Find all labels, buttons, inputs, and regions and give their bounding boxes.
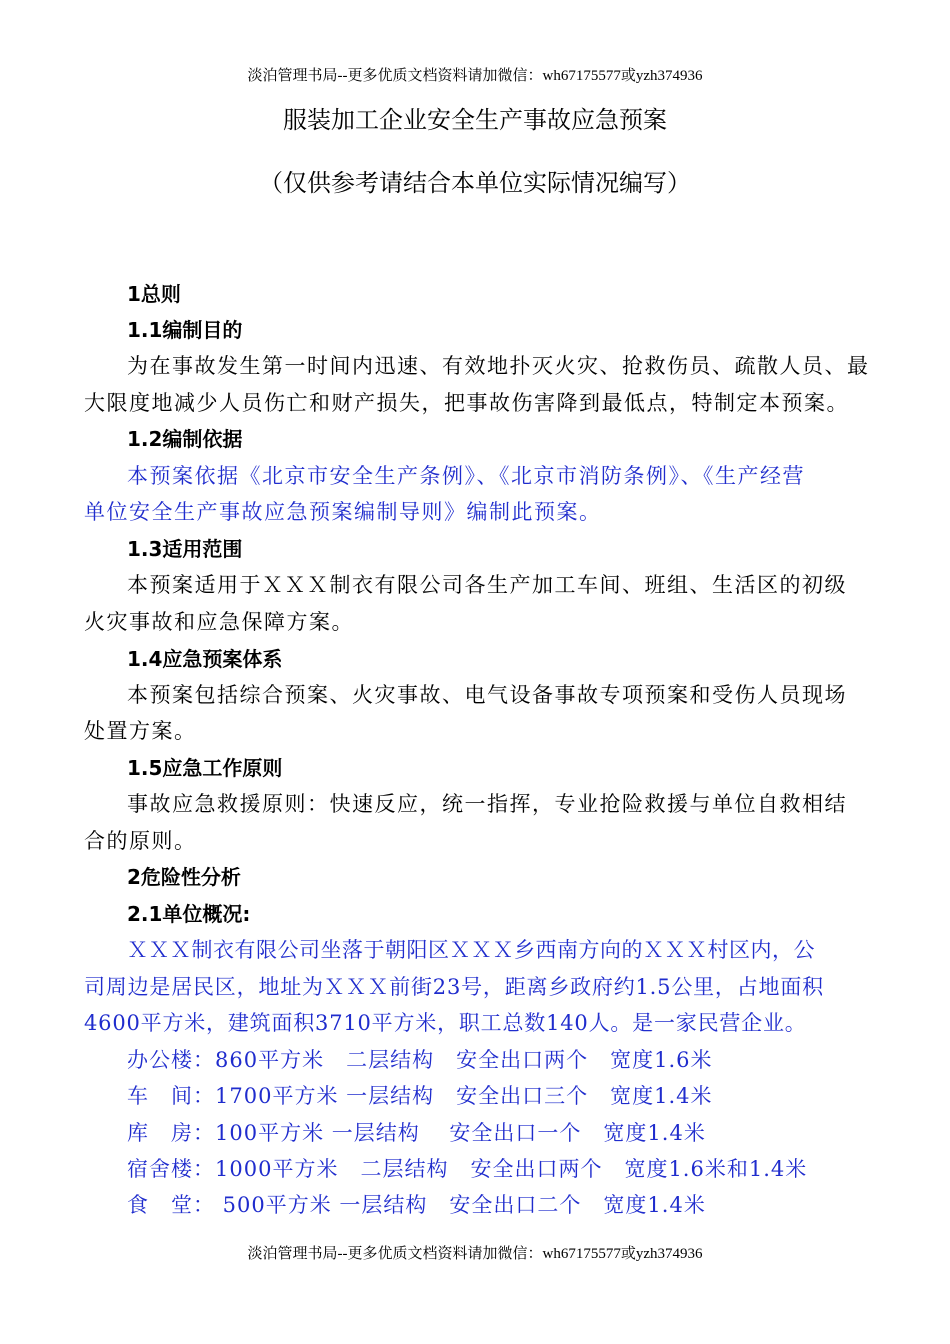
section-2-1-line-2: 司周边是居民区，地址为ＸＸＸ前街23号，距离乡政府约1.5公里，占地面积 bbox=[84, 975, 824, 999]
section-1-1-heading: 1.1编制目的 bbox=[127, 318, 243, 342]
section-1-2-line-2: 单位安全生产事故应急预案编制导则》编制此预案。 bbox=[84, 500, 602, 524]
building-row: 食 堂： 500平方米 一层结构 安全出口二个 宽度1.4米 bbox=[127, 1193, 706, 1217]
building-row: 办公楼：860平方米 二层结构 安全出口两个 宽度1.6米 bbox=[127, 1048, 713, 1072]
page-footer: 淡泊管理书局--更多优质文档资料请加微信：wh67175577或yzh374936 bbox=[247, 1246, 703, 1262]
section-1-5-heading: 1.5应急工作原则 bbox=[127, 756, 283, 780]
section-1-4-line-1: 本预案包括综合预案、火灾事故、电气设备事故专项预案和受伤人员现场 bbox=[127, 683, 847, 707]
section-1-heading: 1总则 bbox=[127, 282, 181, 306]
section-1-3-line-2: 火灾事故和应急保障方案。 bbox=[84, 610, 354, 634]
section-2-1-heading: 2.1单位概况: bbox=[127, 902, 251, 926]
section-1-3-heading: 1.3适用范围 bbox=[127, 537, 243, 561]
section-2-1-line-3: 4600平方米，建筑面积3710平方米，职工总数140人。是一家民营企业。 bbox=[84, 1011, 807, 1035]
page-header: 淡泊管理书局--更多优质文档资料请加微信：wh67175577或yzh374936 bbox=[247, 68, 703, 84]
section-1-5-line-1: 事故应急救援原则：快速反应，统一指挥，专业抢险救援与单位自救相结 bbox=[127, 792, 847, 816]
section-1-4-line-2: 处置方案。 bbox=[84, 719, 197, 743]
document-subtitle: （仅供参考请结合本单位实际情况编写） bbox=[259, 169, 691, 197]
section-1-3-line-1: 本预案适用于ＸＸＸ制衣有限公司各生产加工车间、班组、生活区的初级 bbox=[127, 573, 847, 597]
document-title: 服装加工企业安全生产事故应急预案 bbox=[283, 106, 667, 134]
section-1-2-heading: 1.2编制依据 bbox=[127, 427, 243, 451]
section-2-1-line-1: ＸＸＸ制衣有限公司坐落于朝阳区ＸＸＸ乡西南方向的ＸＸＸ村区内，公 bbox=[127, 938, 815, 962]
section-1-1-line-2: 大限度地减少人员伤亡和财产损失，把事故伤害降到最低点，特制定本预案。 bbox=[84, 391, 849, 415]
section-1-1-line-1: 为在事故发生第一时间内迅速、有效地扑灭火灾、抢救伤员、疏散人员、最 bbox=[127, 354, 870, 378]
section-1-5-line-2: 合的原则。 bbox=[84, 829, 197, 853]
building-row: 库 房：100平方米 一层结构 安全出口一个 宽度1.4米 bbox=[127, 1121, 706, 1145]
section-1-2-line-1: 本预案依据《北京市安全生产条例》、《北京市消防条例》、《生产经营 bbox=[127, 464, 805, 488]
building-row: 宿舍楼：1000平方米 二层结构 安全出口两个 宽度1.6米和1.4米 bbox=[127, 1157, 808, 1181]
section-2-heading: 2危险性分析 bbox=[127, 865, 241, 889]
building-row: 车 间：1700平方米 一层结构 安全出口三个 宽度1.4米 bbox=[127, 1084, 713, 1108]
section-1-4-heading: 1.4应急预案体系 bbox=[127, 647, 283, 671]
